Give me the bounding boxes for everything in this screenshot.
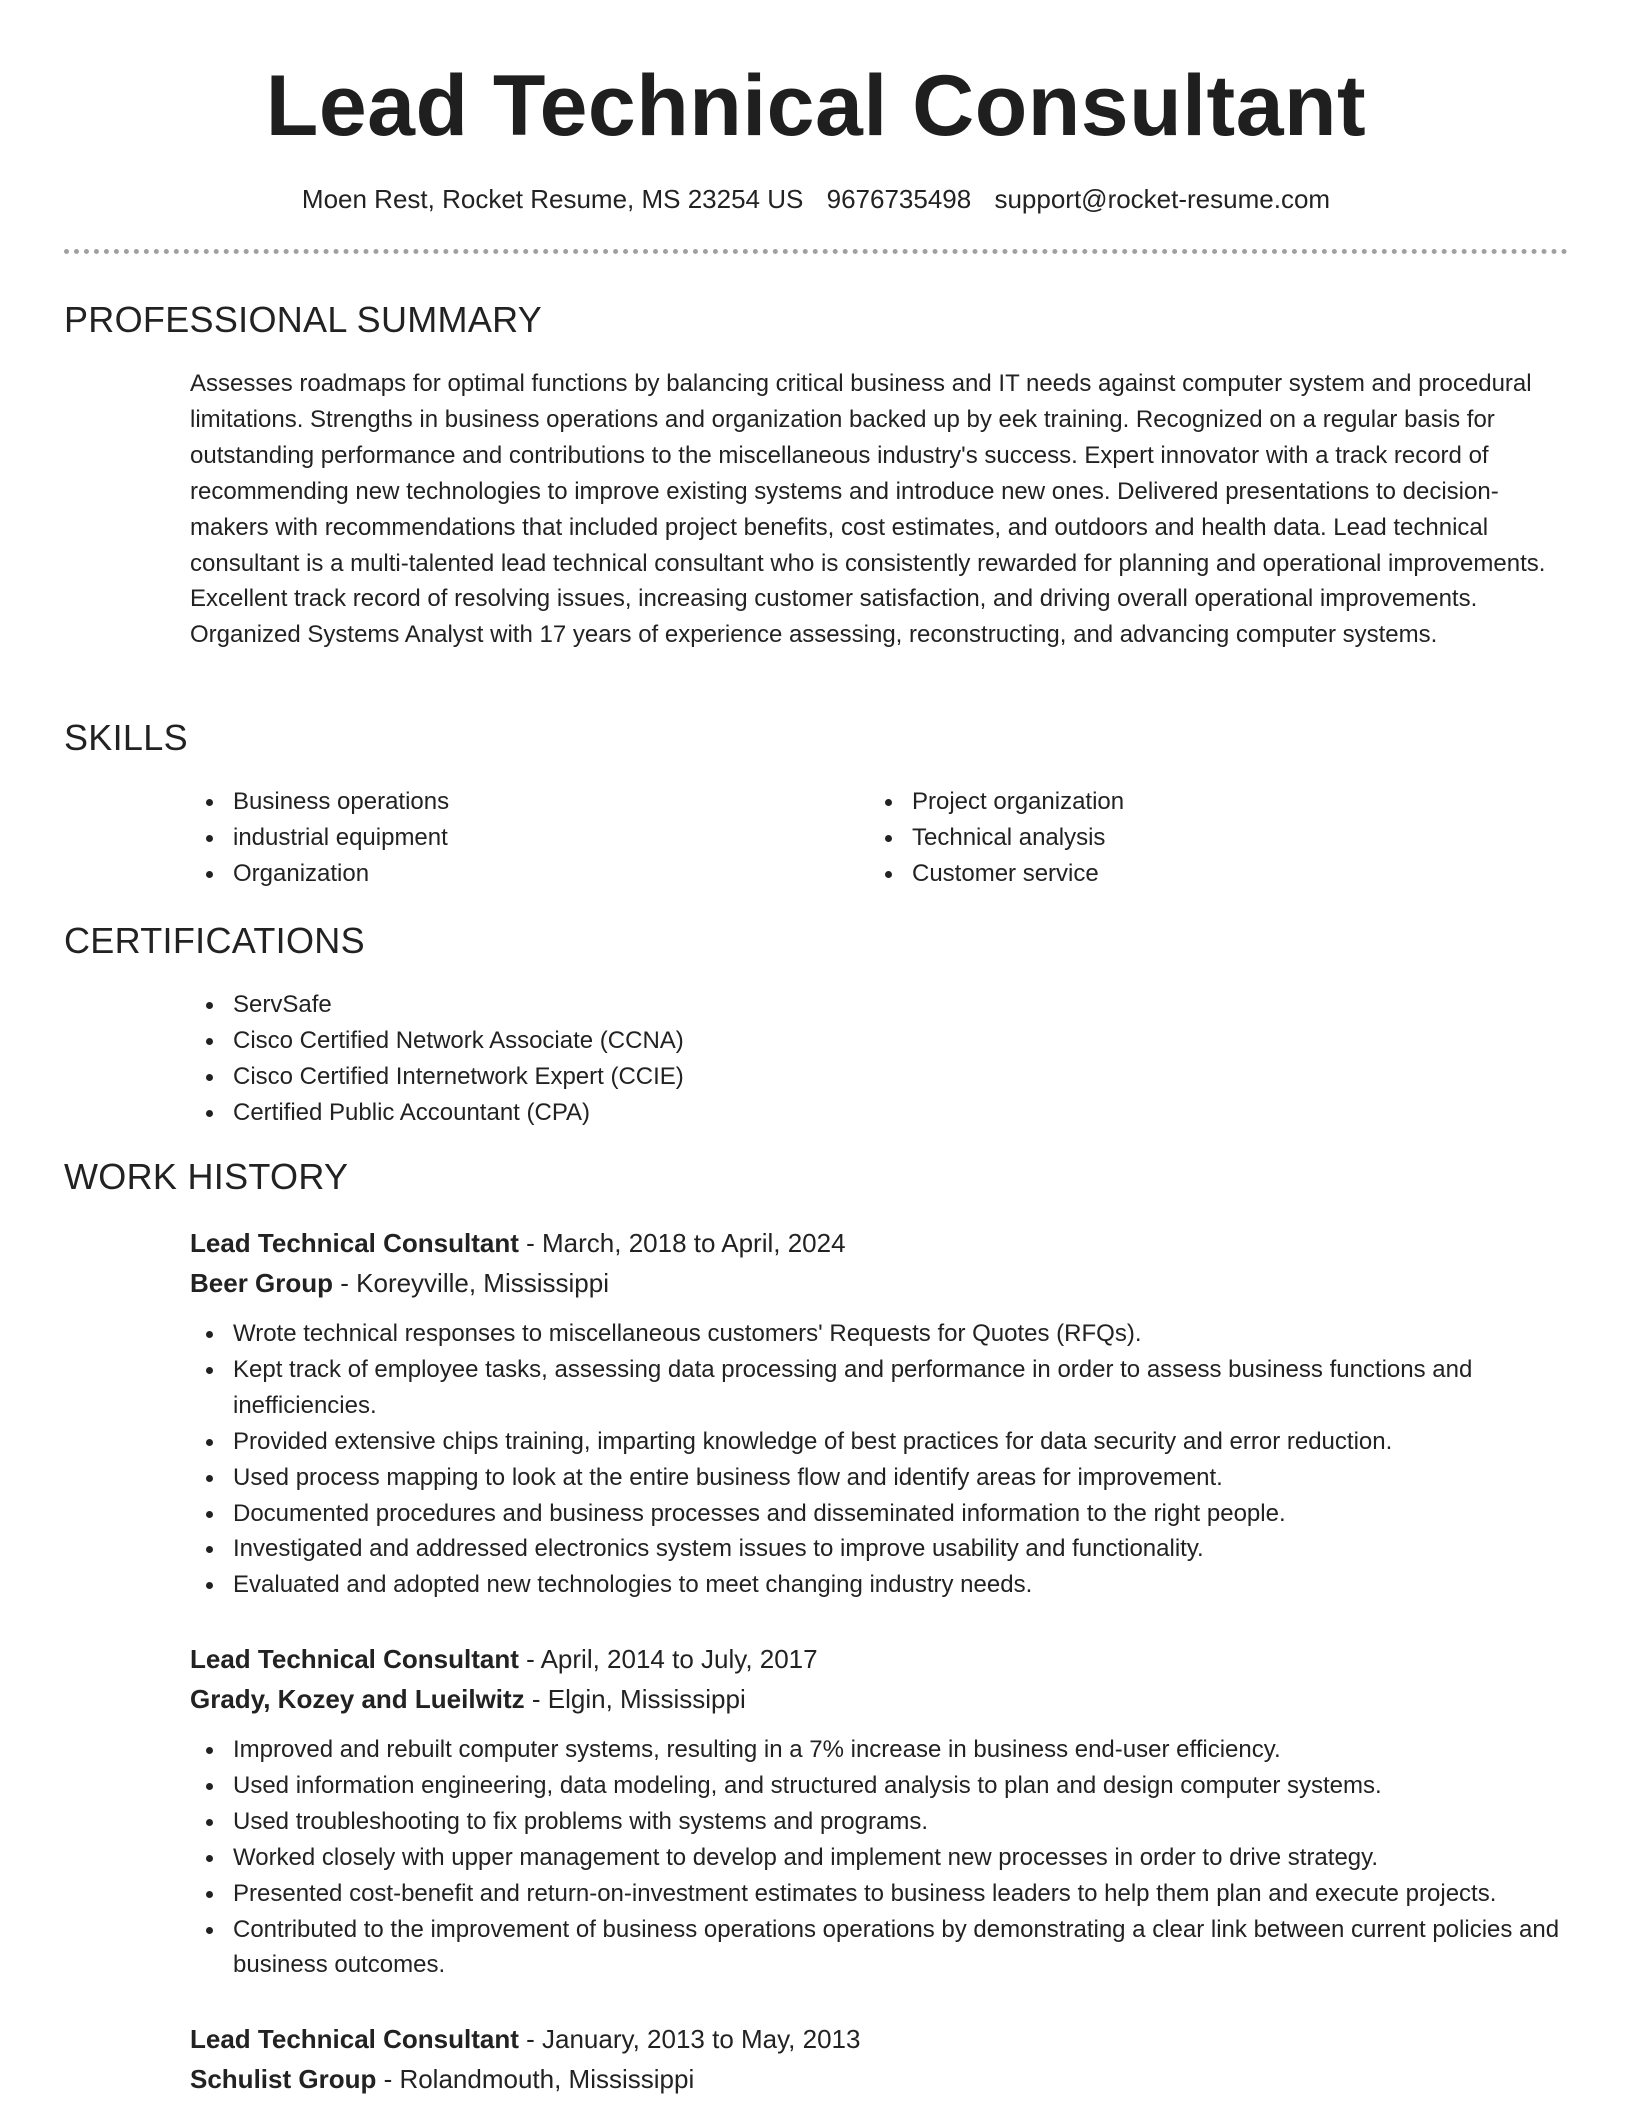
job-company: Beer Group bbox=[190, 1268, 334, 1298]
list-item: Investigated and addressed electronics system issues to improve usability and functionality. bbox=[190, 1531, 1568, 1567]
job-duties-list bbox=[190, 1732, 1568, 1983]
job-duties-list bbox=[190, 1316, 1568, 1603]
list-item: Improved and rebuilt computer systems, resulting in a 7% increase in business end-user efficiency. bbox=[190, 1732, 1568, 1768]
job-dates: - April, 2014 to July, 2017 bbox=[518, 1644, 818, 1674]
list-item: Contributed to the improvement of business operations operations by demonstrating a clear link between current policies and business outcomes. bbox=[190, 1912, 1568, 1984]
skills-left-list bbox=[190, 784, 790, 892]
job-title-line bbox=[190, 2019, 1568, 2059]
list-item: Cisco Certified Network Associate (CCNA) bbox=[190, 1023, 1568, 1059]
skills-heading: SKILLS bbox=[64, 717, 188, 758]
contact-email: support@rocket-resume.com bbox=[994, 184, 1331, 214]
job-location: - Elgin, Mississippi bbox=[524, 1684, 746, 1714]
job-entry bbox=[190, 1639, 1568, 1983]
list-item: Certified Public Accountant (CPA) bbox=[190, 1095, 1568, 1131]
certifications-heading: CERTIFICATIONS bbox=[64, 920, 365, 961]
certifications-list bbox=[190, 987, 1568, 1131]
job-company-line bbox=[190, 2059, 1568, 2099]
job-location: - Koreyville, Mississippi bbox=[333, 1268, 609, 1298]
list-item: ServSafe bbox=[190, 987, 1568, 1023]
skills-right-column bbox=[869, 784, 1469, 892]
resume-name: Lead Technical Consultant bbox=[265, 58, 1367, 154]
list-item: Presented cost-benefit and return-on-investment estimates to business leaders to help them plan and execute projects. bbox=[190, 1876, 1568, 1912]
skills-right-list bbox=[869, 784, 1469, 892]
job-dates: - March, 2018 to April, 2024 bbox=[518, 1228, 846, 1258]
summary-text: Assesses roadmaps for optimal functions by balancing critical business and IT needs against computer system and procedural limitations. Strengths in business operations and organization backed up by eek training. Recognized on a regular basis for outstanding performance and contributions to the miscellaneous industry's success. Expert innovator with a track record of recommending new technologies to improve existing systems and introduce new ones. Delivered presentations to decision-makers with recommendations that included project benefits, cost estimates, and outdoors and health data. Lead technical consultant is a multi-talented lead technical consultant who is consistently rewarded for planning and operational improvements. Excellent track record of resolving issues, increasing customer satisfaction, and driving overall operational improvements. Organized Systems Analyst with 17 years of experience assessing, reconstructing, and advancing computer systems. bbox=[190, 370, 1546, 649]
list-item: Business operations bbox=[190, 784, 790, 820]
list-item: Documented procedures and business processes and disseminated information to the right people. bbox=[190, 1496, 1568, 1532]
job-title: Lead Technical Consultant bbox=[190, 1644, 519, 1674]
job-title-line bbox=[190, 1639, 1568, 1679]
contact-phone: 9676735498 bbox=[826, 184, 972, 214]
job-dates: - January, 2013 to May, 2013 bbox=[518, 2024, 861, 2054]
list-item: Project organization bbox=[869, 784, 1469, 820]
header-divider bbox=[64, 249, 1568, 254]
job-entry bbox=[190, 2019, 1568, 2099]
list-item: Cisco Certified Internetwork Expert (CCIE) bbox=[190, 1059, 1568, 1095]
contact-address: Moen Rest, Rocket Resume, MS 23254 US bbox=[301, 184, 804, 214]
job-company: Grady, Kozey and Lueilwitz bbox=[190, 1684, 525, 1714]
list-item: Kept track of employee tasks, assessing data processing and performance in order to assess business functions and inefficiencies. bbox=[190, 1352, 1568, 1424]
job-title: Lead Technical Consultant bbox=[190, 1228, 519, 1258]
list-item: Customer service bbox=[869, 856, 1469, 892]
job-entry bbox=[190, 1223, 1568, 1603]
list-item: Provided extensive chips training, imparting knowledge of best practices for data security and error reduction. bbox=[190, 1424, 1568, 1460]
summary-heading: PROFESSIONAL SUMMARY bbox=[64, 299, 543, 340]
work-history-heading: WORK HISTORY bbox=[64, 1156, 349, 1197]
list-item: Used troubleshooting to fix problems with systems and programs. bbox=[190, 1804, 1568, 1840]
list-item: Used process mapping to look at the entire business flow and identify areas for improvement. bbox=[190, 1460, 1568, 1496]
list-item: Wrote technical responses to miscellaneous customers' Requests for Quotes (RFQs). bbox=[190, 1316, 1568, 1352]
list-item: Technical analysis bbox=[869, 820, 1469, 856]
list-item: Evaluated and adopted new technologies to meet changing industry needs. bbox=[190, 1567, 1568, 1603]
job-location: - Rolandmouth, Mississippi bbox=[376, 2064, 695, 2094]
list-item: Organization bbox=[190, 856, 790, 892]
certifications-list-wrap bbox=[190, 987, 1568, 1131]
list-item: industrial equipment bbox=[190, 820, 790, 856]
list-item: Used information engineering, data modeling, and structured analysis to plan and design computer systems. bbox=[190, 1768, 1568, 1804]
job-title-line bbox=[190, 1223, 1568, 1263]
job-company: Schulist Group bbox=[190, 2064, 377, 2094]
job-title: Lead Technical Consultant bbox=[190, 2024, 519, 2054]
list-item: Worked closely with upper management to develop and implement new processes in order to drive strategy. bbox=[190, 1840, 1568, 1876]
contact-line bbox=[0, 182, 1632, 216]
skills-left-column bbox=[190, 784, 790, 892]
job-company-line bbox=[190, 1263, 1568, 1303]
job-company-line bbox=[190, 1679, 1568, 1719]
